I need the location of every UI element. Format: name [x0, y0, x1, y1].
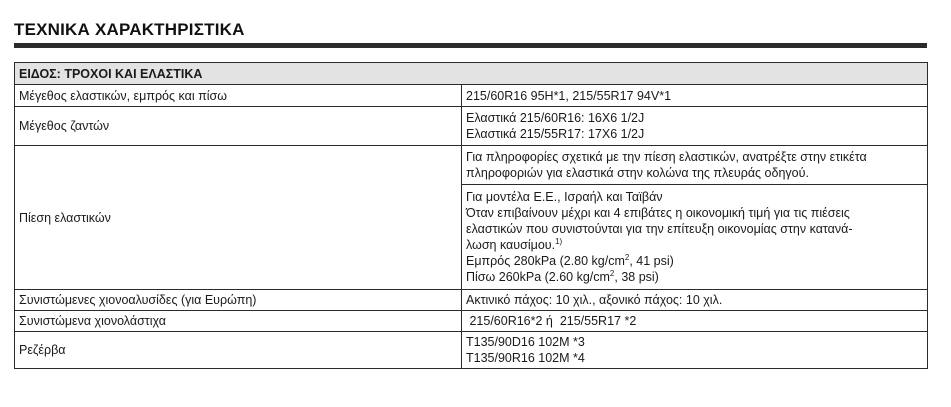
spare-tire-line: T135/90D16 102M *3: [466, 335, 585, 349]
front-pressure: [466, 253, 923, 269]
rear-pressure: [466, 269, 923, 285]
snow-chains-value: Ακτινικό πάχος: 10 χιλ., αξονικό πάχος: 10 χιλ.: [462, 290, 928, 311]
front-pressure-text: Εμπρός 280kPa (2.80 kg/cm: [466, 254, 625, 268]
section-header-row: [15, 63, 928, 85]
rear-pressure-superscript: 2: [609, 268, 615, 278]
page-title: ΤΕΧΝΙΚΑ ΧΑΡΑΚΤΗΡΙΣΤΙΚΑ: [14, 20, 245, 39]
wheel-size-value: [462, 107, 928, 146]
wheel-size-line: Ελαστικά 215/55R17: 17X6 1/2J: [466, 127, 645, 141]
table-row: [15, 146, 928, 185]
eu-text-line: λωση καυσίμου.: [466, 238, 556, 252]
rear-pressure-text-end: , 38 psi): [614, 270, 659, 284]
wheel-size-line: Ελαστικά 215/60R16: 16X6 1/2J: [466, 111, 645, 125]
front-pressure-superscript: 2: [624, 252, 630, 262]
table-row: [15, 311, 928, 332]
snow-socks-value: 215/60R16*2 ή 215/55R17 *2: [462, 311, 928, 332]
tire-pressure-info-line: Για πληροφορίες σχετικά με την πίεση ελαστικών, ανατρέξτε στην ετικέτα: [466, 150, 867, 164]
tire-pressure-info: [462, 146, 928, 185]
title-rule: [14, 43, 927, 48]
front-pressure-text-end: , 41 psi): [629, 254, 674, 268]
table-row: [15, 332, 928, 369]
tire-size-label: Μέγεθος ελαστικών, εμπρός και πίσω: [15, 85, 462, 107]
spare-tire-value: [462, 332, 928, 369]
eu-models-heading: Για μοντέλα Ε.Ε., Ισραήλ και Ταϊβάν: [466, 190, 663, 204]
tire-pressure-eu: [462, 185, 928, 290]
tire-pressure-label: Πίεση ελαστικών: [15, 146, 462, 290]
tire-size-value: 215/60R16 95H*1, 215/55R17 94V*1: [462, 85, 928, 107]
footnote-marker: 1): [555, 236, 563, 246]
eu-text-line-last: [466, 237, 923, 253]
snow-chains-label: Συνιστώμενες χιονοαλυσίδες (για Ευρώπη): [15, 290, 462, 311]
wheel-size-label: Μέγεθος ζαντών: [15, 107, 462, 146]
spare-tire-label: Ρεζέρβα: [15, 332, 462, 369]
tire-pressure-info-line: πληροφοριών για ελαστικά στην κολώνα της πλευράς οδηγού.: [466, 166, 809, 180]
table-row: [15, 290, 928, 311]
specifications-table: [14, 62, 928, 369]
table-row: [15, 85, 928, 107]
section-title: ΕΙΔΟΣ: ΤΡΟΧΟΙ ΚΑΙ ΕΛΑΣΤΙΚΑ: [15, 63, 928, 85]
eu-text-line: ελαστικών που συνιστούνται για την επίτευξη οικονομίας στην κατανά-: [466, 222, 853, 236]
eu-text-line: Όταν επιβαίνουν μέχρι και 4 επιβάτες η οικονομική τιμή για τις πιέσεις: [466, 206, 850, 220]
spare-tire-line: T135/90R16 102M *4: [466, 351, 585, 365]
snow-socks-label: Συνιστώμενα χιονολάστιχα: [15, 311, 462, 332]
table-row: [15, 107, 928, 146]
rear-pressure-text: Πίσω 260kPa (2.60 kg/cm: [466, 270, 610, 284]
